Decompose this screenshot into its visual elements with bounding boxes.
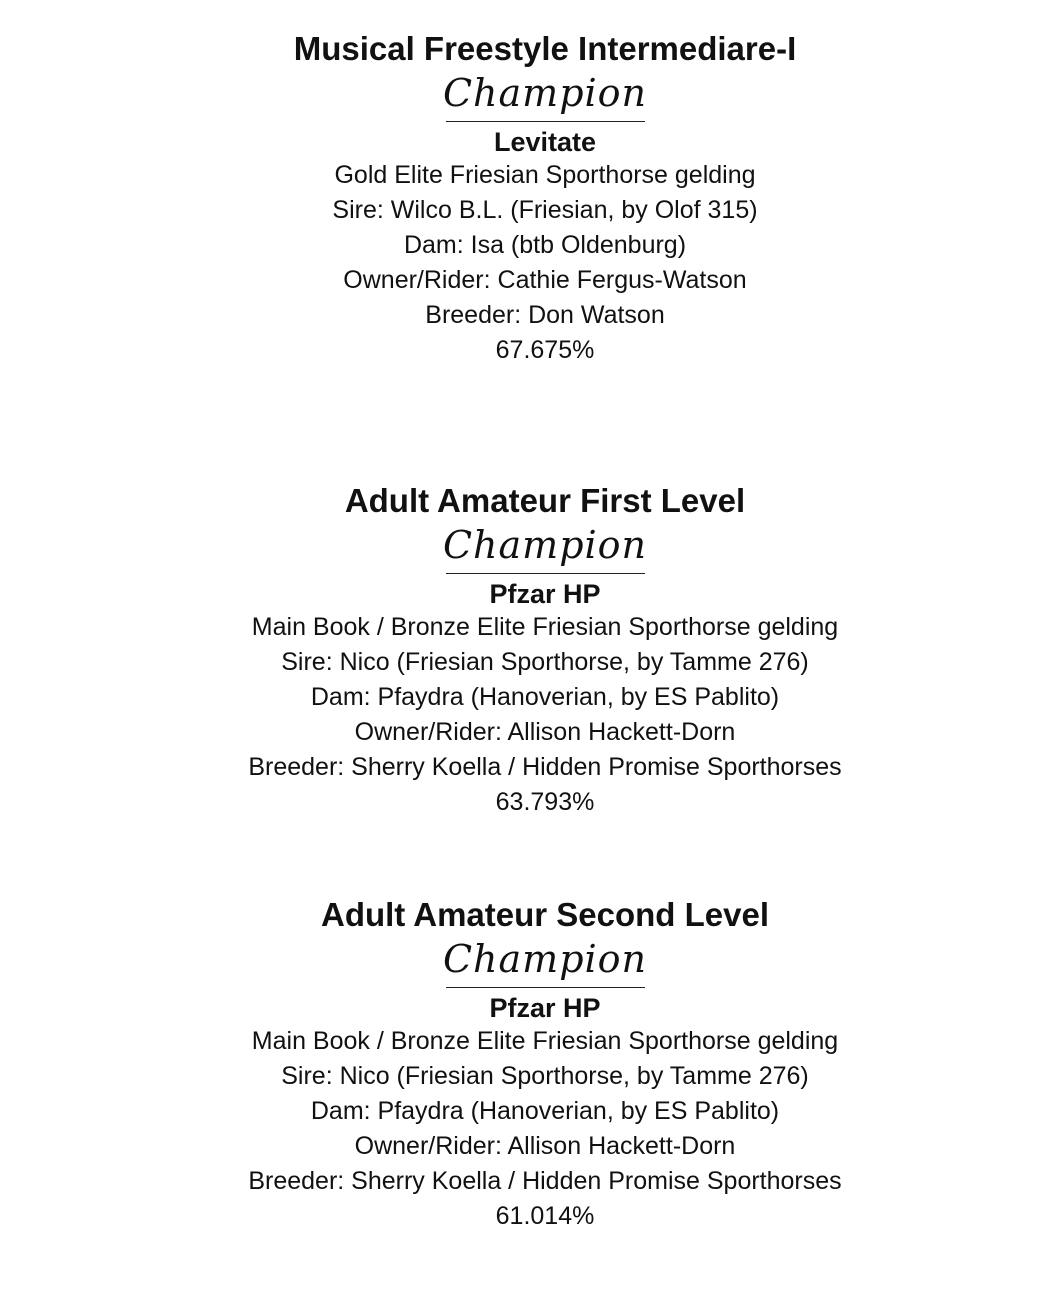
- champion-underline: [446, 121, 645, 122]
- champion-label: Champion: [442, 937, 648, 981]
- results-section-2: [0, 482, 1039, 820]
- score: 67.675%: [495, 336, 595, 364]
- dam-line: Dam: Pfaydra (Hanoverian, by ES Pablito): [310, 683, 780, 711]
- score: 61.014%: [495, 1202, 595, 1230]
- breeder-line: Breeder: Sherry Koella / Hidden Promise Sporthorses: [248, 1167, 842, 1195]
- champion-label: Champion: [442, 523, 648, 567]
- horse-description: Main Book / Bronze Elite Friesian Sporthorse gelding: [251, 613, 839, 641]
- horse-name: Levitate: [493, 127, 597, 157]
- owner-rider-line: Owner/Rider: Cathie Fergus-Watson: [343, 266, 747, 294]
- results-section-1: [0, 30, 1039, 368]
- sire-line: Sire: Nico (Friesian Sporthorse, by Tamme 276): [281, 648, 809, 676]
- owner-rider-line: Owner/Rider: Allison Hackett-Dorn: [354, 1132, 736, 1160]
- owner-rider-line: Owner/Rider: Allison Hackett-Dorn: [354, 718, 736, 746]
- horse-description: Gold Elite Friesian Sporthorse gelding: [334, 161, 756, 189]
- results-section-3: [0, 896, 1039, 1234]
- champion-heading: [438, 934, 653, 990]
- champion-underline: [446, 987, 645, 988]
- dam-line: Dam: Pfaydra (Hanoverian, by ES Pablito): [310, 1097, 780, 1125]
- horse-description: Main Book / Bronze Elite Friesian Sporthorse gelding: [251, 1027, 839, 1055]
- champion-heading: [438, 68, 653, 124]
- champion-label: Champion: [442, 71, 648, 115]
- score: 63.793%: [495, 788, 595, 816]
- sire-line: Sire: Wilco B.L. (Friesian, by Olof 315): [332, 196, 758, 224]
- class-title: Adult Amateur First Level: [344, 482, 746, 519]
- horse-name: Pfzar HP: [489, 579, 601, 609]
- dam-line: Dam: Isa (btb Oldenburg): [403, 231, 687, 259]
- champion-underline: [446, 573, 645, 574]
- champion-heading: [438, 520, 653, 576]
- class-title: Musical Freestyle Intermediare-I: [293, 30, 797, 67]
- sire-line: Sire: Nico (Friesian Sporthorse, by Tamme 276): [281, 1062, 809, 1090]
- breeder-line: Breeder: Sherry Koella / Hidden Promise Sporthorses: [248, 753, 842, 781]
- breeder-line: Breeder: Don Watson: [425, 301, 665, 329]
- horse-name: Pfzar HP: [489, 993, 601, 1023]
- class-title: Adult Amateur Second Level: [320, 896, 770, 933]
